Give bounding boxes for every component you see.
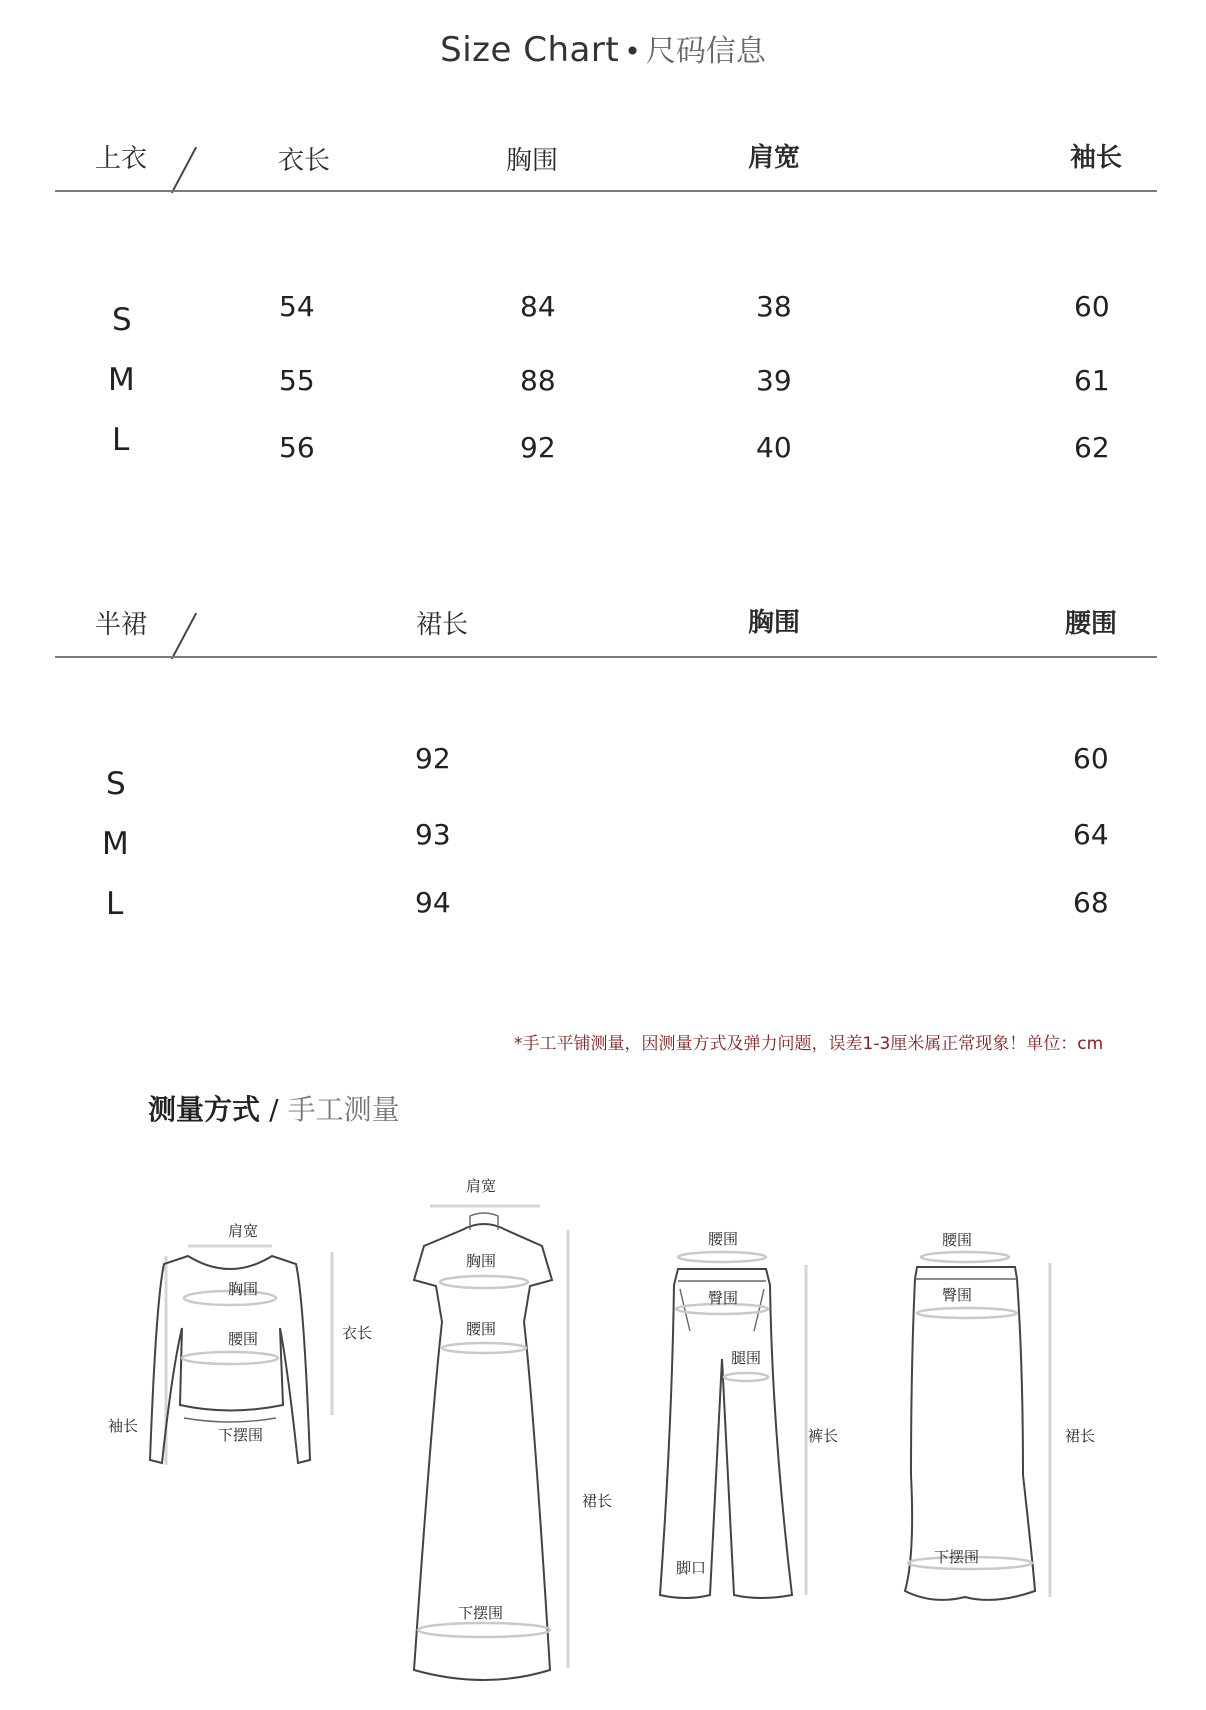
title-english: Size Chart xyxy=(440,30,620,70)
size-label: S xyxy=(106,766,126,802)
top-col-length: 衣长 xyxy=(278,146,331,176)
top-label-length: 衣长 xyxy=(342,1324,373,1342)
table-cell: 40 xyxy=(756,431,792,464)
dress-label-length: 裙长 xyxy=(582,1492,613,1510)
top-label-chest: 胸围 xyxy=(228,1280,259,1298)
top-table-label: 上衣 xyxy=(95,144,148,174)
pants-label-thigh: 腿围 xyxy=(731,1349,762,1367)
top-col-shoulder: 肩宽 xyxy=(748,143,801,173)
skirt-col-chest: 胸围 xyxy=(748,608,801,638)
table-cell: 68 xyxy=(1073,886,1109,919)
title-chinese: 尺码信息 xyxy=(645,34,766,69)
size-label: S xyxy=(112,302,132,338)
title-separator: • xyxy=(624,35,641,68)
measure-heading xyxy=(148,1088,400,1128)
top-table-rule xyxy=(55,190,1157,192)
skirt-label-hip: 臀围 xyxy=(942,1286,973,1304)
skirt-table-slash xyxy=(171,613,197,660)
measure-title: 测量方式 xyxy=(148,1093,261,1126)
measure-separator: / xyxy=(269,1093,279,1126)
table-cell: 60 xyxy=(1073,742,1109,775)
table-cell: 56 xyxy=(279,431,315,464)
table-cell: 39 xyxy=(756,364,792,397)
table-cell: 55 xyxy=(279,364,315,397)
top-col-sleeve: 袖长 xyxy=(1070,143,1123,173)
table-cell: 61 xyxy=(1074,364,1110,397)
skirt-col-length: 裙长 xyxy=(416,610,469,640)
dress-label-waist: 腰围 xyxy=(466,1320,497,1338)
top-label-shoulder: 肩宽 xyxy=(228,1222,259,1240)
table-cell: 64 xyxy=(1073,818,1109,851)
page-title xyxy=(0,26,1206,70)
skirt-label-waist: 腰围 xyxy=(942,1231,973,1249)
table-cell: 62 xyxy=(1074,431,1110,464)
size-label: M xyxy=(102,826,129,862)
pants-label-waist: 腰围 xyxy=(708,1230,739,1248)
measurement-note: *手工平铺测量，因测量方式及弹力问题，误差1-3厘米属正常现象！单位：cm xyxy=(514,1034,1104,1054)
table-cell: 60 xyxy=(1074,290,1110,323)
pants-label-cuff: 脚口 xyxy=(676,1559,707,1577)
top-label-waist: 腰围 xyxy=(228,1330,259,1348)
skirt-table-rule xyxy=(55,656,1157,658)
table-cell: 84 xyxy=(520,290,556,323)
table-cell: 93 xyxy=(415,818,451,851)
pants-label-hip: 臀围 xyxy=(708,1289,739,1307)
skirt-label-length: 裙长 xyxy=(1065,1427,1096,1445)
top-table-slash xyxy=(171,147,197,194)
table-cell: 92 xyxy=(520,431,556,464)
table-cell: 88 xyxy=(520,364,556,397)
skirt-col-waist: 腰围 xyxy=(1065,609,1118,639)
pants-label-length: 裤长 xyxy=(808,1427,839,1445)
table-cell: 38 xyxy=(756,290,792,323)
top-label-hem: 下摆围 xyxy=(218,1426,264,1444)
dress-label-chest: 胸围 xyxy=(466,1252,497,1270)
skirt-label-hem: 下摆围 xyxy=(934,1548,980,1566)
measure-subtitle: 手工测量 xyxy=(287,1093,400,1126)
size-label: L xyxy=(112,422,130,458)
dress-diagram xyxy=(400,1190,613,1690)
top-label-sleeve: 袖长 xyxy=(108,1417,139,1435)
dress-label-hem: 下摆围 xyxy=(458,1604,504,1622)
table-cell: 94 xyxy=(415,886,451,919)
table-cell: 92 xyxy=(415,742,451,775)
skirt-table-label: 半裙 xyxy=(95,610,148,640)
top-col-chest: 胸围 xyxy=(506,146,559,176)
size-label: M xyxy=(108,362,135,398)
size-label: L xyxy=(106,886,124,922)
dress-label-shoulder: 肩宽 xyxy=(466,1177,497,1195)
table-cell: 54 xyxy=(279,290,315,323)
